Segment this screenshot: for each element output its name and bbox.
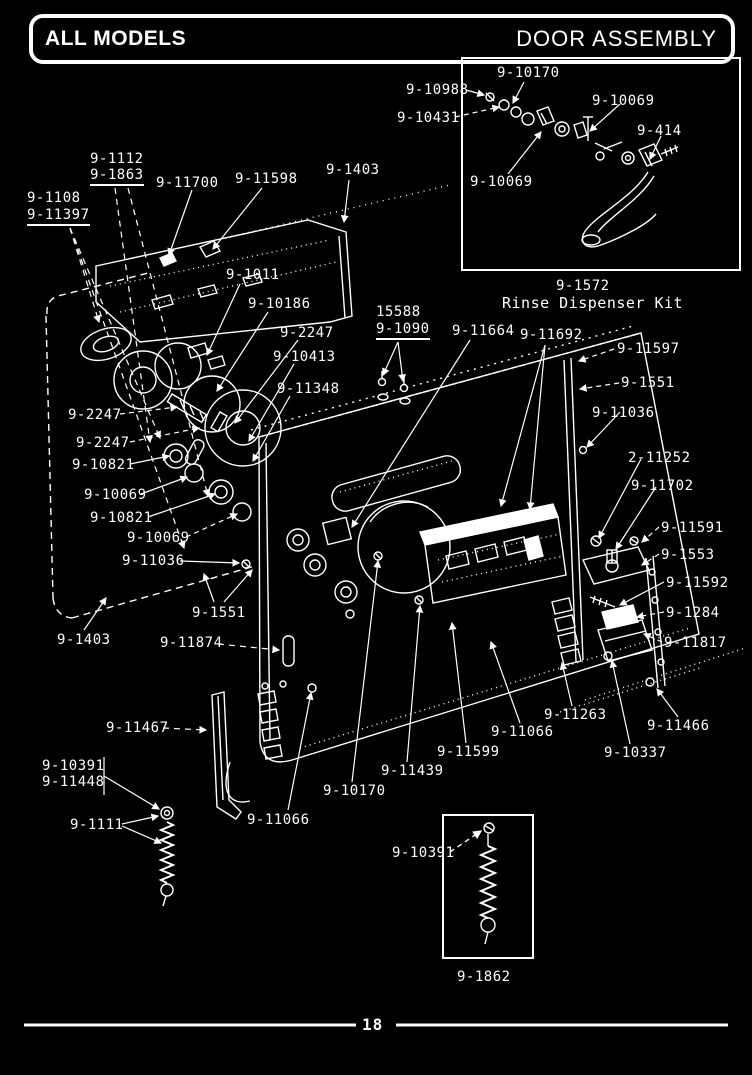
- part-label: 9-1403: [326, 162, 380, 178]
- part-label: 9-11397: [27, 208, 90, 226]
- part-label: 9-11598: [235, 171, 298, 187]
- part-label: 9-1284: [666, 605, 720, 621]
- part-label: 9-1108: [27, 190, 81, 206]
- part-label: 9-414: [637, 123, 682, 139]
- part-label: 9-11439: [381, 763, 444, 779]
- part-label: 9-1011: [226, 267, 280, 283]
- part-label: 9-10186: [248, 296, 311, 312]
- page-number: 18: [362, 1015, 384, 1034]
- part-label: 9-11448: [42, 774, 105, 790]
- part-label: 9-11066: [247, 812, 310, 828]
- part-label: 9-2247: [280, 325, 334, 341]
- part-label: 9-1090: [376, 322, 430, 340]
- part-label: 9-10170: [497, 65, 560, 81]
- part-label: 9-11263: [544, 707, 607, 723]
- part-label: 9-11036: [122, 553, 185, 569]
- part-label: 9-2247: [76, 435, 130, 451]
- part-label: 9-10821: [90, 510, 153, 526]
- latch-assembly: [583, 536, 665, 688]
- left-hinge-assembly: [161, 636, 294, 906]
- part-label: 9-10988: [406, 82, 469, 98]
- part-label: 9-10431: [397, 110, 460, 126]
- part-label: 9-1553: [661, 547, 715, 563]
- part-label: 9-1862: [457, 969, 511, 985]
- header-assembly-title: DOOR ASSEMBLY: [516, 26, 717, 51]
- part-label: 9-10170: [323, 783, 386, 799]
- part-label: 9-10391: [42, 758, 105, 774]
- part-label: 9-11036: [592, 405, 655, 421]
- part-label: 9-10413: [273, 349, 336, 365]
- part-label: Rinse Dispenser Kit: [502, 294, 684, 312]
- part-label: 9-11599: [437, 744, 500, 760]
- part-label: 9-1403: [57, 632, 111, 648]
- part-label: 9-1572: [556, 278, 610, 294]
- part-label: 2-11252: [628, 450, 691, 466]
- part-label: 15588: [376, 304, 421, 320]
- part-label: 9-11597: [617, 341, 680, 357]
- part-label: 9-11700: [156, 175, 219, 191]
- part-label: 9-10069: [470, 174, 533, 190]
- part-label: 9-11066: [491, 724, 554, 740]
- rinse-dispenser-inset-box: [462, 58, 740, 270]
- part-label: 9-11817: [664, 635, 727, 651]
- spring-part: [450, 823, 495, 944]
- part-label: 9-10069: [592, 93, 655, 109]
- part-label: 9-1551: [621, 375, 675, 391]
- part-label: 9-11348: [277, 381, 340, 397]
- part-label: 9-11467: [106, 720, 169, 736]
- part-label: 9-1551: [192, 605, 246, 621]
- part-label: 9-11592: [666, 575, 729, 591]
- part-label: 9-11702: [631, 478, 694, 494]
- part-label: 9-1112: [90, 151, 144, 167]
- part-label: 9-11874: [160, 635, 223, 651]
- page-header: [29, 14, 735, 64]
- part-label: 9-11692: [520, 327, 583, 343]
- small-screw-pair: [378, 371, 410, 404]
- part-label: 9-11664: [452, 323, 515, 339]
- part-label: 9-10337: [604, 745, 667, 761]
- part-label: 9-1863: [90, 168, 144, 186]
- part-label: 9-2247: [68, 407, 122, 423]
- part-label: 9-10821: [72, 457, 135, 473]
- header-models-label: ALL MODELS: [45, 27, 187, 50]
- part-label: 9-11591: [661, 520, 724, 536]
- rinse-dispenser-parts: [486, 93, 678, 247]
- part-label: 9-1111: [70, 817, 124, 833]
- part-label: 9-10391: [392, 845, 455, 861]
- part-label: 9-10069: [84, 487, 147, 503]
- part-label: 9-10069: [127, 530, 190, 546]
- part-label: 9-11466: [647, 718, 710, 734]
